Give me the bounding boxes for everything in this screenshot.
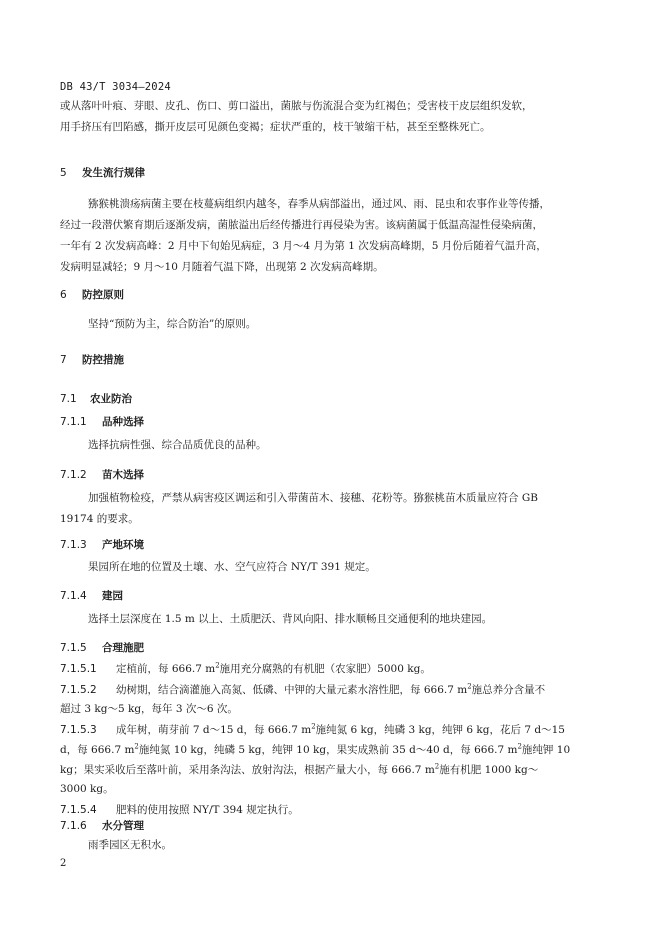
line-text-b: 施纯氮 10 kg，纯磷 5 kg，纯钾 10 kg，果实成熟前 35 d～40 d，每 666.7 m bbox=[138, 744, 518, 756]
section-number: 5 bbox=[60, 167, 67, 179]
section-7-heading bbox=[60, 352, 124, 367]
item-text-b: 施总养分含量不 bbox=[471, 684, 546, 696]
superscript: 2 bbox=[215, 661, 220, 670]
section-title: 建园 bbox=[102, 590, 123, 602]
sec713-text: 果园所在地的位置及土壤、水、空气应符合 NY/T 391 规定。 bbox=[88, 561, 376, 573]
item-7-1-5-3-line-4: 3000 kg。 bbox=[60, 783, 114, 795]
intro-line-1: 或从落叶叶痕、芽眼、皮孔、伤口、剪口溢出，菌脓与伤流混合变为红褐色；受害枝干皮层组织发软， bbox=[60, 100, 533, 112]
line-text-b: 施有机肥 1000 kg～ bbox=[439, 764, 539, 776]
section-7-1-5-heading bbox=[60, 640, 144, 655]
section-6-heading bbox=[60, 287, 124, 302]
sec712-line-1: 加强植物检疫，严禁从病害疫区调运和引入带菌苗木、接穗、花粉等。猕猴桃苗木质量应符合 GB bbox=[88, 492, 538, 504]
superscript: 2 bbox=[434, 762, 440, 771]
item-7-1-5-3 bbox=[60, 720, 565, 741]
section-title: 产地环境 bbox=[102, 539, 144, 551]
page-number: 2 bbox=[60, 858, 67, 869]
section-number: 7.1.4 bbox=[60, 590, 87, 602]
item-number: 7.1.5.2 bbox=[60, 684, 97, 696]
section-title: 发生流行规律 bbox=[82, 167, 145, 179]
section-number: 7.1.1 bbox=[60, 416, 87, 428]
line-text-a: kg；果实采收后至落叶前，采用条沟法、放射沟法，根据产量大小，每 666.7 m bbox=[60, 764, 435, 776]
sec5-line-1: 猕猴桃溃疡病菌主要在枝蔓病组织内越冬，春季从病部溢出，通过风、雨、昆虫和农事作业等传播， bbox=[88, 198, 550, 210]
section-5-heading bbox=[60, 165, 145, 180]
section-number: 7.1.6 bbox=[60, 820, 87, 832]
section-number: 7.1.5 bbox=[60, 642, 87, 654]
superscript: 2 bbox=[517, 742, 522, 751]
document-header: DB 43/T 3034—2024 bbox=[60, 81, 171, 93]
item-number: 7.1.5.1 bbox=[60, 663, 97, 675]
line-text-a: d，每 666.7 m bbox=[60, 744, 135, 756]
item-text-b: 施用充分腐熟的有机肥（农家肥）5000 kg。 bbox=[219, 663, 431, 675]
section-7-1-heading bbox=[60, 391, 132, 406]
section-7-1-3-heading bbox=[60, 537, 144, 552]
section-number: 7.1.3 bbox=[60, 539, 87, 551]
section-title: 防控措施 bbox=[82, 354, 124, 366]
section-7-1-6-heading bbox=[60, 818, 144, 833]
item-text-a: 成年树，萌芽前 7 d～15 d，每 666.7 m bbox=[116, 724, 312, 736]
item-text-a: 定植前，每 666.7 m bbox=[116, 663, 216, 675]
sec5-line-4: 发病明显减轻；9 月～10 月随着气温下降，出现第 2 次发病高峰期。 bbox=[60, 261, 384, 273]
section-title: 水分管理 bbox=[102, 820, 144, 832]
item-7-1-5-2 bbox=[60, 680, 545, 701]
item-7-1-5-3-line-3 bbox=[60, 760, 538, 781]
item-text: 肥料的使用按照 NY/T 394 规定执行。 bbox=[116, 804, 299, 816]
section-number: 7.1.2 bbox=[60, 469, 87, 481]
section-number: 6 bbox=[60, 289, 67, 301]
sec5-line-3: 一年有 2 次发病高峰：2 月中下旬始见病症，3 月～4 月为第 1 次发病高峰期，5 月份后随着气温升高， bbox=[60, 240, 547, 252]
item-7-1-5-3-line-2 bbox=[60, 740, 570, 761]
sec712-line-2: 19174 的要求。 bbox=[60, 513, 139, 525]
section-number: 7 bbox=[60, 354, 67, 366]
sec5-line-2: 经过一段潜伏繁育期后逐渐发病，菌脓溢出后经传播进行再侵染为害。该病菌属于低温高湿性侵染病菌， bbox=[60, 219, 543, 231]
superscript: 2 bbox=[467, 682, 472, 691]
section-title: 防控原则 bbox=[82, 289, 124, 301]
section-7-1-4-heading bbox=[60, 588, 123, 603]
superscript: 2 bbox=[134, 742, 139, 751]
item-number: 7.1.5.4 bbox=[60, 804, 97, 816]
item-text-b: 施纯氮 6 kg，纯磷 3 kg，纯钾 6 kg，花后 7 d～15 bbox=[315, 724, 565, 736]
section-7-1-2-heading bbox=[60, 467, 144, 482]
section-title: 合理施肥 bbox=[102, 642, 144, 654]
item-7-1-5-2-line-2: 超过 3 kg～5 kg，每年 3 次～6 次。 bbox=[60, 703, 238, 715]
sec711-text: 选择抗病性强、综合品质优良的品种。 bbox=[88, 439, 267, 451]
item-text-a: 幼树期，结合滴灌施入高氮、低磷、中钾的大量元素水溶性肥，每 666.7 m bbox=[116, 684, 468, 696]
sec716-text: 雨季园区无积水。 bbox=[88, 839, 172, 851]
sec714-text: 选择土层深度在 1.5 m 以上、土质肥沃、背风向阳、排水顺畅且交通便利的地块建园。 bbox=[88, 613, 493, 625]
superscript: 2 bbox=[311, 722, 316, 731]
section-7-1-1-heading bbox=[60, 414, 144, 429]
section-title: 苗木选择 bbox=[102, 469, 144, 481]
section-title: 农业防治 bbox=[90, 393, 132, 405]
section-number: 7.1 bbox=[60, 393, 77, 405]
intro-line-2: 用手挤压有凹陷感，撕开皮层可见颜色变褐；症状严重的，枝干皱缩干枯，甚至至整株死亡。 bbox=[60, 121, 491, 133]
section-title: 品种选择 bbox=[102, 416, 144, 428]
item-number: 7.1.5.3 bbox=[60, 724, 97, 736]
item-7-1-5-1 bbox=[60, 659, 431, 680]
sec6-text: 坚持“预防为主，综合防治”的原则。 bbox=[88, 318, 257, 330]
line-text-c: 施纯钾 10 bbox=[521, 744, 571, 756]
